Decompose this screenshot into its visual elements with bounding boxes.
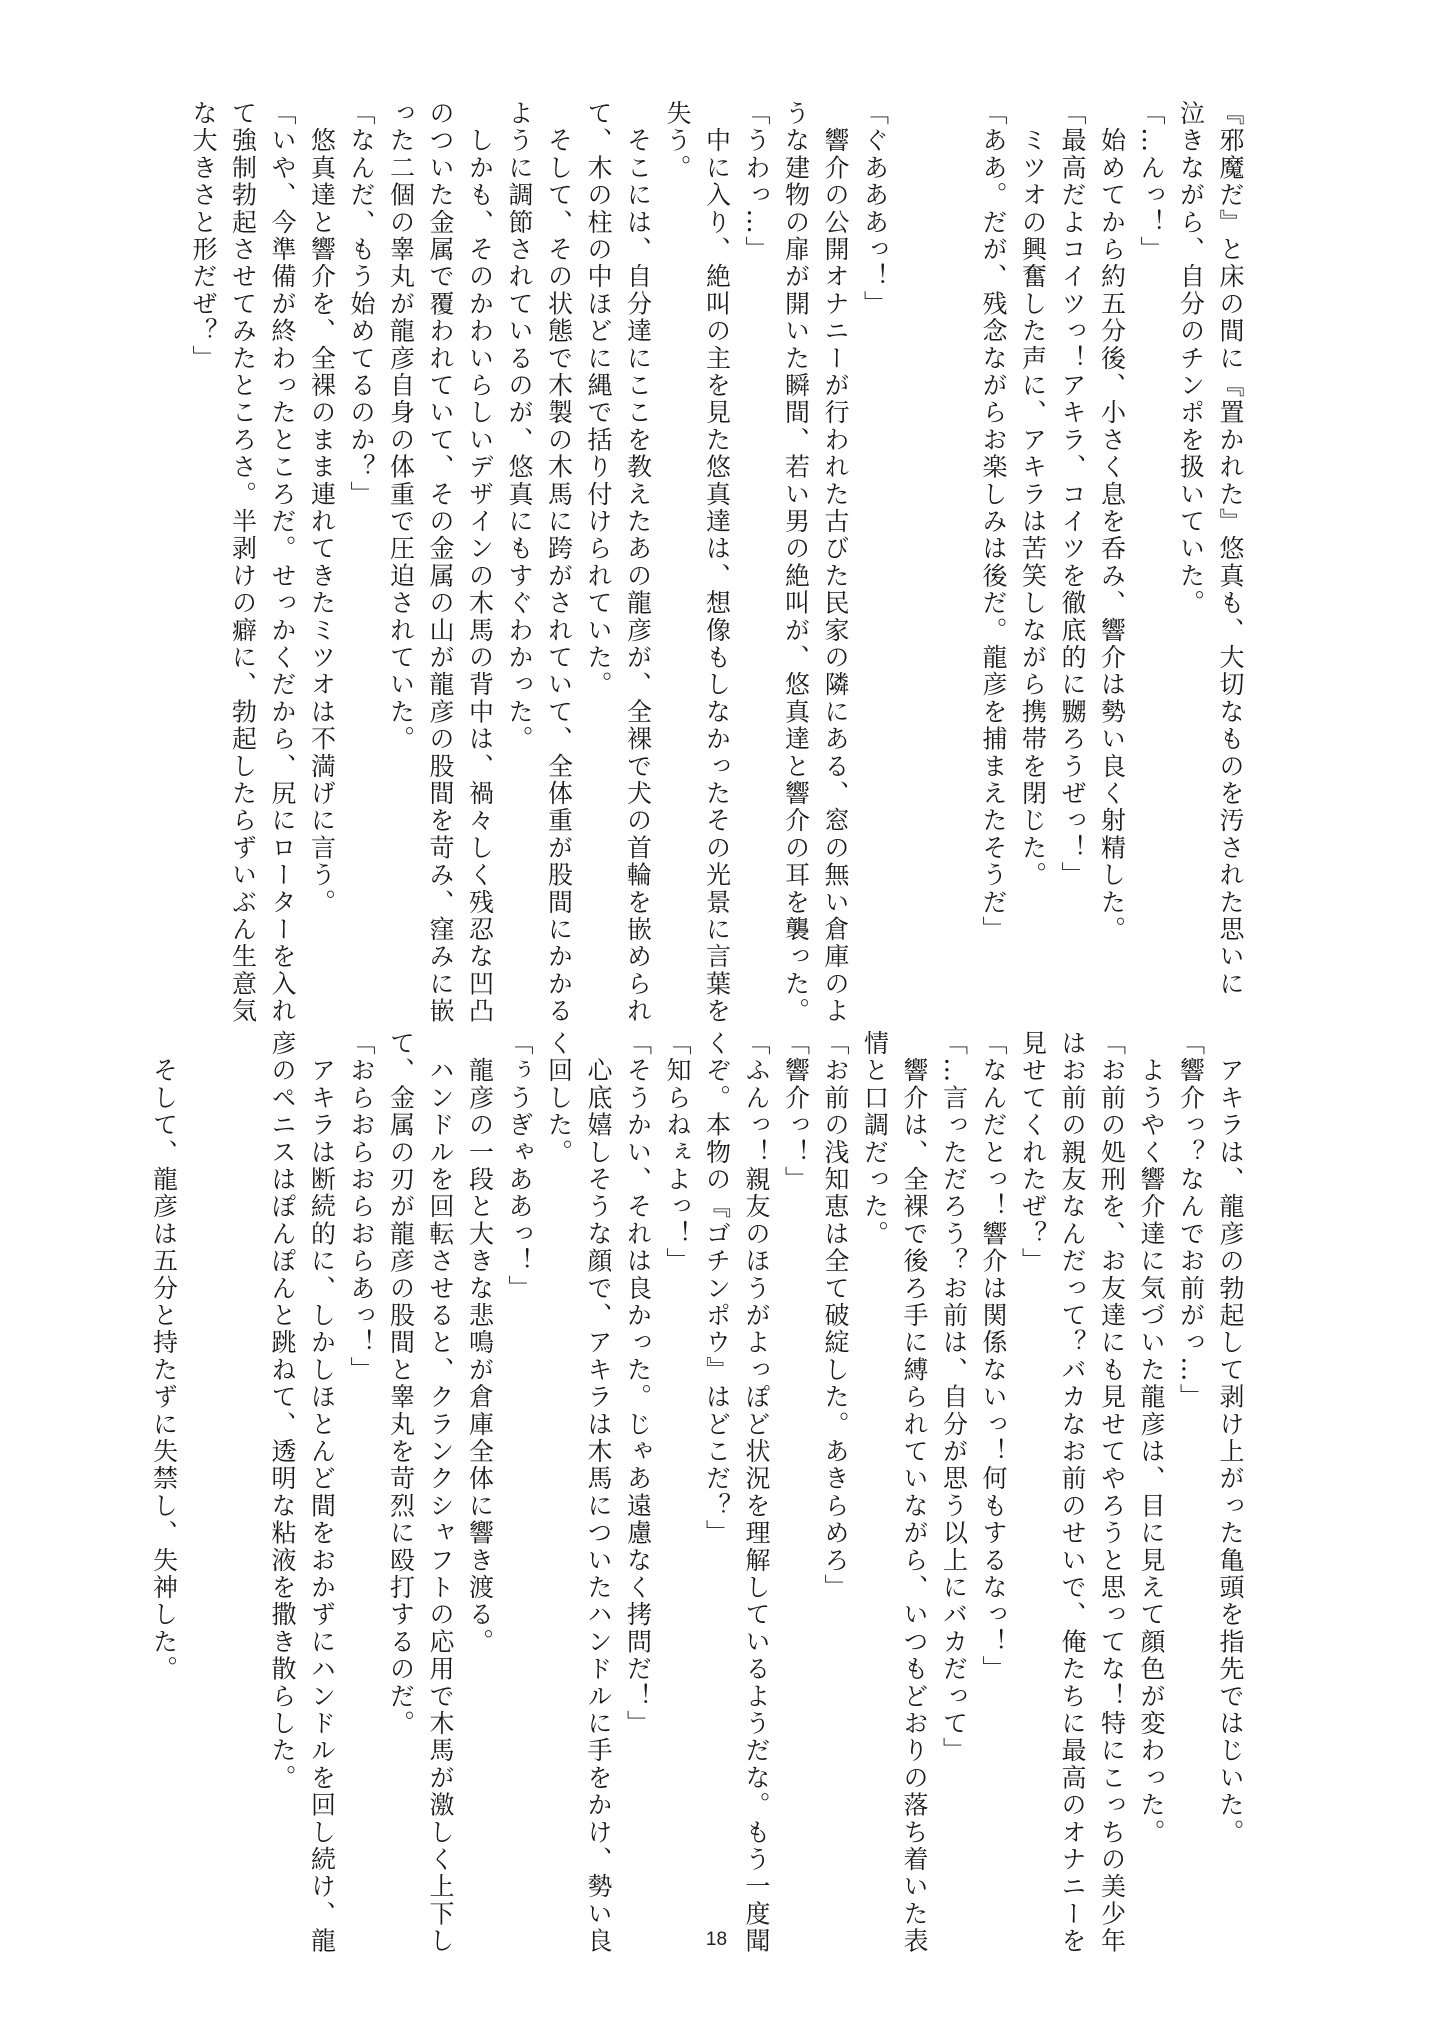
text-line: 「ああ。だが、残念ながらお楽しみは後だ。龍彦を捕まえたそうだ」 — [979, 100, 1008, 944]
text-line: 悠真達と響介を、全裸のまま連れてきたミツオは不満げに言う。 — [307, 100, 337, 916]
text-line — [184, 1030, 224, 1890]
text-line: くぞ。本物の『ゴチンポウ』はどこだ？」 — [702, 1030, 732, 1547]
text-line: 「お前の浅知恵は全て破綻した。あきらめろ」 — [821, 1030, 850, 1602]
text-line: 失う。 — [663, 100, 692, 182]
text-line: 「ぅうぎゃああっ！」 — [505, 1030, 534, 1302]
text-line: 「おらおらおらおらあっ！」 — [347, 1030, 376, 1384]
text-line: 「ぐあああっ！」 — [860, 100, 890, 318]
text-line: て、金属の刃が龍彦の股間と睾丸を苛烈に殴打するのだ。 — [386, 1030, 416, 1738]
text-line: 「最高だよコイツっ！アキラ、コイツを徹底的に嬲ろうぜっ！」 — [1058, 100, 1087, 889]
text-line: 「うわっ…」 — [742, 100, 771, 264]
text-line: ように調節されているのが、悠真にもすぐわかった。 — [505, 100, 534, 753]
text-line: て強制勃起させてみたところさ。半剥けの癖に、勃起したらずいぶん生意気 — [228, 100, 258, 1025]
text-line: 始めてから約五分後、小さく息を呑み、響介は勢い良く射精した。 — [1097, 100, 1127, 944]
text-line: 「ふんっ！親友のほうがよっぽど状況を理解しているようだな。もう一度聞 — [742, 1030, 771, 1955]
text-line: うな建物の扉が開いた瞬間、若い男の絶叫が、悠真達と響介の耳を襲った。 — [781, 100, 811, 1025]
text-line: アキラは断続的に、しかしほとんど間をおかずにハンドルを回し続け、龍 — [307, 1030, 337, 1955]
text-line: て、木の柱の中ほどに縄で括り付けられていた。 — [584, 100, 613, 699]
page-number: 18 — [705, 1929, 728, 1950]
text-line: そして、その状態で木製の木馬に跨がされていて、全体重が股間にかかる — [544, 100, 574, 1025]
text-line: 「響介っ！」 — [781, 1030, 811, 1194]
text-line: な大きさと形だぜ？」 — [189, 100, 218, 372]
text-line: った二個の睾丸が龍彦自身の体重で圧迫されていた。 — [386, 100, 416, 753]
text-block-upper — [189, 100, 1250, 1025]
text-line: のついた金属で覆われていて、その金属の山が龍彦の股間を苛み、窪みに嵌 — [426, 100, 455, 1025]
text-line: アキラは、龍彦の勃起して剥け上がった亀頭を指先ではじいた。 — [1216, 1030, 1245, 1846]
text-line: 中に入り、絶叫の主を見た悠真達は、想像もしなかったその光景に言葉を — [702, 100, 732, 1025]
text-line: はお前の親友なんだって？バカなお前のせいで、俺たちに最高のオナニーを — [1058, 1030, 1087, 1955]
text-line: 『邪魔だ』と床の間に『置かれた』悠真も、大切なものを汚された思いに — [1216, 100, 1245, 998]
text-line: ようやく響介達に気づいた龍彦は、目に見えて顔色が変わった。 — [1137, 1030, 1166, 1847]
text-line: 「なんだとっ！響介は関係ないっ！何もするなっ！」 — [979, 1030, 1008, 1683]
text-line: 龍彦の一段と大きな悲鳴が倉庫全体に響き渡る。 — [465, 1030, 495, 1656]
text-line: 「なんだ、もう始めてるのか？」 — [347, 100, 376, 508]
text-line: 「いや、今準備が終わったところだ。せっかくだから、尻にローターを入れ — [268, 100, 297, 1025]
text-line — [934, 100, 974, 960]
text-line — [895, 100, 935, 960]
text-line: 「そうかい、それは良かった。じゃあ遠慮なく拷問だ！」 — [623, 1030, 653, 1738]
text-line: 「…んっ！」 — [1137, 100, 1166, 264]
text-line: 彦のペニスはぽんぽんと跳ねて、透明な粘液を撒き散らした。 — [268, 1030, 297, 1792]
text-line: く回した。 — [544, 1030, 574, 1166]
text-line: しかも、そのかわいらしいデザインの木馬の背中は、禍々しく残忍な凹凸 — [465, 100, 495, 1025]
text-line: 泣きながら、自分のチンポを扱いていた。 — [1176, 100, 1206, 617]
text-line: ハンドルを回転させると、クランクシャフトの応用で木馬が激しく上下し — [426, 1030, 455, 1955]
text-line: 心底嬉しそうな顔で、アキラは木馬についたハンドルに手をかけ、勢い良 — [584, 1030, 613, 1955]
text-line: そして、龍彦は五分と持たずに失禁し、失神した。 — [149, 1030, 179, 1683]
text-line: そこには、自分達にここを教えたあの龍彦が、全裸で犬の首輪を嵌められ — [623, 100, 653, 1025]
text-line: 響介は、全裸で後ろ手に縛られていながら、いつもどおりの落ち着いた表 — [900, 1030, 929, 1955]
text-line: 「…言っただろう？お前は、自分が思う以上にバカだって」 — [939, 1030, 969, 1765]
text-line: 「知らねぇよっ！」 — [663, 1030, 692, 1275]
text-line: 「響介っ？なんでお前がっ…」 — [1176, 1030, 1206, 1411]
text-line — [223, 1030, 263, 1890]
text-line: ミツオの興奮した声に、アキラは苦笑しながら携帯を閉じた。 — [1018, 100, 1048, 889]
text-line: 情と口調だった。 — [860, 1030, 890, 1248]
text-line: 見せてくれたぜ？」 — [1018, 1030, 1048, 1275]
text-line: 「お前の処刑を、お友達にも見せてやろうと思ってな！特にこっちの美少年 — [1097, 1030, 1127, 1955]
text-line: 響介の公開オナニーが行われた古びた民家の隣にある、窓の無い倉庫のよ — [821, 100, 850, 1025]
